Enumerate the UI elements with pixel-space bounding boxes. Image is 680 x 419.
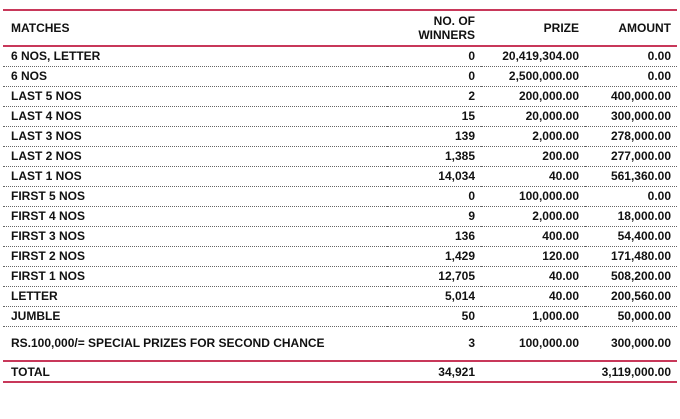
cell-winners: 15	[461, 109, 475, 123]
table-row	[3, 166, 677, 186]
header-amount: AMOUNT	[618, 21, 671, 35]
cell-amount: 18,000.00	[617, 209, 671, 223]
total-row	[3, 361, 677, 382]
cell-prize: 2,500,000.00	[508, 69, 579, 83]
cell-matches: RS.100,000/= SPECIAL PRIZES FOR SECOND CHANCE	[11, 336, 325, 351]
prize-results-table	[3, 9, 677, 383]
cell-winners: 12,705	[438, 269, 475, 283]
header-matches: MATCHES	[11, 21, 70, 35]
header-winners-line1: NO. OF	[433, 14, 475, 28]
header-winners-line2: WINNERS	[418, 28, 475, 42]
cell-matches: FIRST 5 NOS	[11, 189, 86, 203]
table-row	[3, 186, 677, 206]
cell-prize: 120.00	[542, 249, 579, 263]
cell-amount: 278,000.00	[610, 129, 671, 143]
cell-matches: FIRST 4 NOS	[11, 209, 86, 223]
cell-prize: 20,000.00	[525, 109, 579, 123]
cell-prize: 40.00	[548, 289, 579, 303]
table-header	[3, 10, 677, 46]
cell-amount: 0.00	[647, 49, 671, 64]
table-row	[3, 306, 677, 326]
cell-matches: LAST 4 NOS	[11, 109, 82, 123]
cell-prize: 400.00	[542, 229, 579, 243]
cell-amount: 200,560.00	[610, 289, 671, 303]
cell-matches: 6 NOS, LETTER	[11, 49, 101, 64]
cell-prize: 100,000.00	[518, 189, 579, 203]
cell-amount: 0.00	[647, 189, 671, 203]
cell-winners: 139	[454, 129, 475, 143]
cell-prize: 200.00	[542, 149, 579, 163]
table-row	[3, 86, 677, 106]
table-row	[3, 226, 677, 246]
table-row	[3, 246, 677, 266]
table-row	[3, 286, 677, 306]
cell-prize: 100,000.00	[518, 336, 579, 351]
table-row	[3, 66, 677, 86]
cell-prize: 20,419,304.00	[502, 49, 579, 64]
cell-prize: 40.00	[548, 169, 579, 183]
header-row	[3, 10, 677, 46]
cell-winners: 3	[468, 336, 475, 351]
table-row	[3, 206, 677, 226]
header-winners	[387, 10, 481, 46]
cell-prize: 2,000.00	[532, 129, 579, 143]
cell-amount: 54,400.00	[617, 229, 671, 243]
cell-matches: FIRST 1 NOS	[11, 269, 86, 283]
cell-winners: 14,034	[438, 169, 475, 183]
cell-winners: 2	[468, 89, 475, 103]
cell-matches: LAST 3 NOS	[11, 129, 82, 143]
cell-matches: FIRST 2 NOS	[11, 249, 86, 263]
cell-winners: 1,385	[444, 149, 475, 163]
cell-matches: JUMBLE	[11, 309, 61, 323]
table-row	[3, 46, 677, 66]
cell-winners: 0	[468, 69, 475, 83]
cell-amount: 277,000.00	[610, 149, 671, 163]
cell-amount: 561,360.00	[610, 169, 671, 183]
cell-matches: LAST 5 NOS	[11, 89, 82, 103]
cell-matches: 6 NOS	[11, 69, 48, 83]
table-row	[3, 146, 677, 166]
cell-matches: FIRST 3 NOS	[11, 229, 86, 243]
cell-amount: 300,000.00	[610, 109, 671, 123]
cell-winners: 136	[454, 229, 475, 243]
total-winners: 34,921	[438, 364, 475, 379]
cell-winners: 9	[468, 209, 475, 223]
cell-prize: 40.00	[548, 269, 579, 283]
cell-matches: LETTER	[11, 289, 58, 303]
cell-amount: 508,200.00	[610, 269, 671, 283]
cell-winners: 50	[461, 309, 475, 323]
header-prize: PRIZE	[543, 21, 579, 35]
cell-matches: LAST 2 NOS	[11, 149, 82, 163]
table-row	[3, 126, 677, 146]
cell-amount: 300,000.00	[610, 336, 671, 351]
cell-amount: 171,480.00	[610, 249, 671, 263]
cell-prize: 200,000.00	[518, 89, 579, 103]
cell-amount: 400,000.00	[610, 89, 671, 103]
table-row	[3, 326, 677, 361]
table-row	[3, 106, 677, 126]
total-prize	[481, 361, 585, 382]
cell-winners: 1,429	[444, 249, 475, 263]
cell-prize: 1,000.00	[532, 309, 579, 323]
cell-winners: 5,014	[444, 289, 475, 303]
total-amount: 3,119,000.00	[601, 364, 671, 379]
table-body	[3, 46, 677, 382]
table-row	[3, 266, 677, 286]
total-label: TOTAL	[11, 364, 50, 379]
cell-amount: 0.00	[647, 69, 671, 83]
cell-amount: 50,000.00	[617, 309, 671, 323]
cell-matches: LAST 1 NOS	[11, 169, 82, 183]
cell-prize: 2,000.00	[532, 209, 579, 223]
cell-winners: 0	[468, 49, 475, 64]
cell-winners: 0	[468, 189, 475, 203]
